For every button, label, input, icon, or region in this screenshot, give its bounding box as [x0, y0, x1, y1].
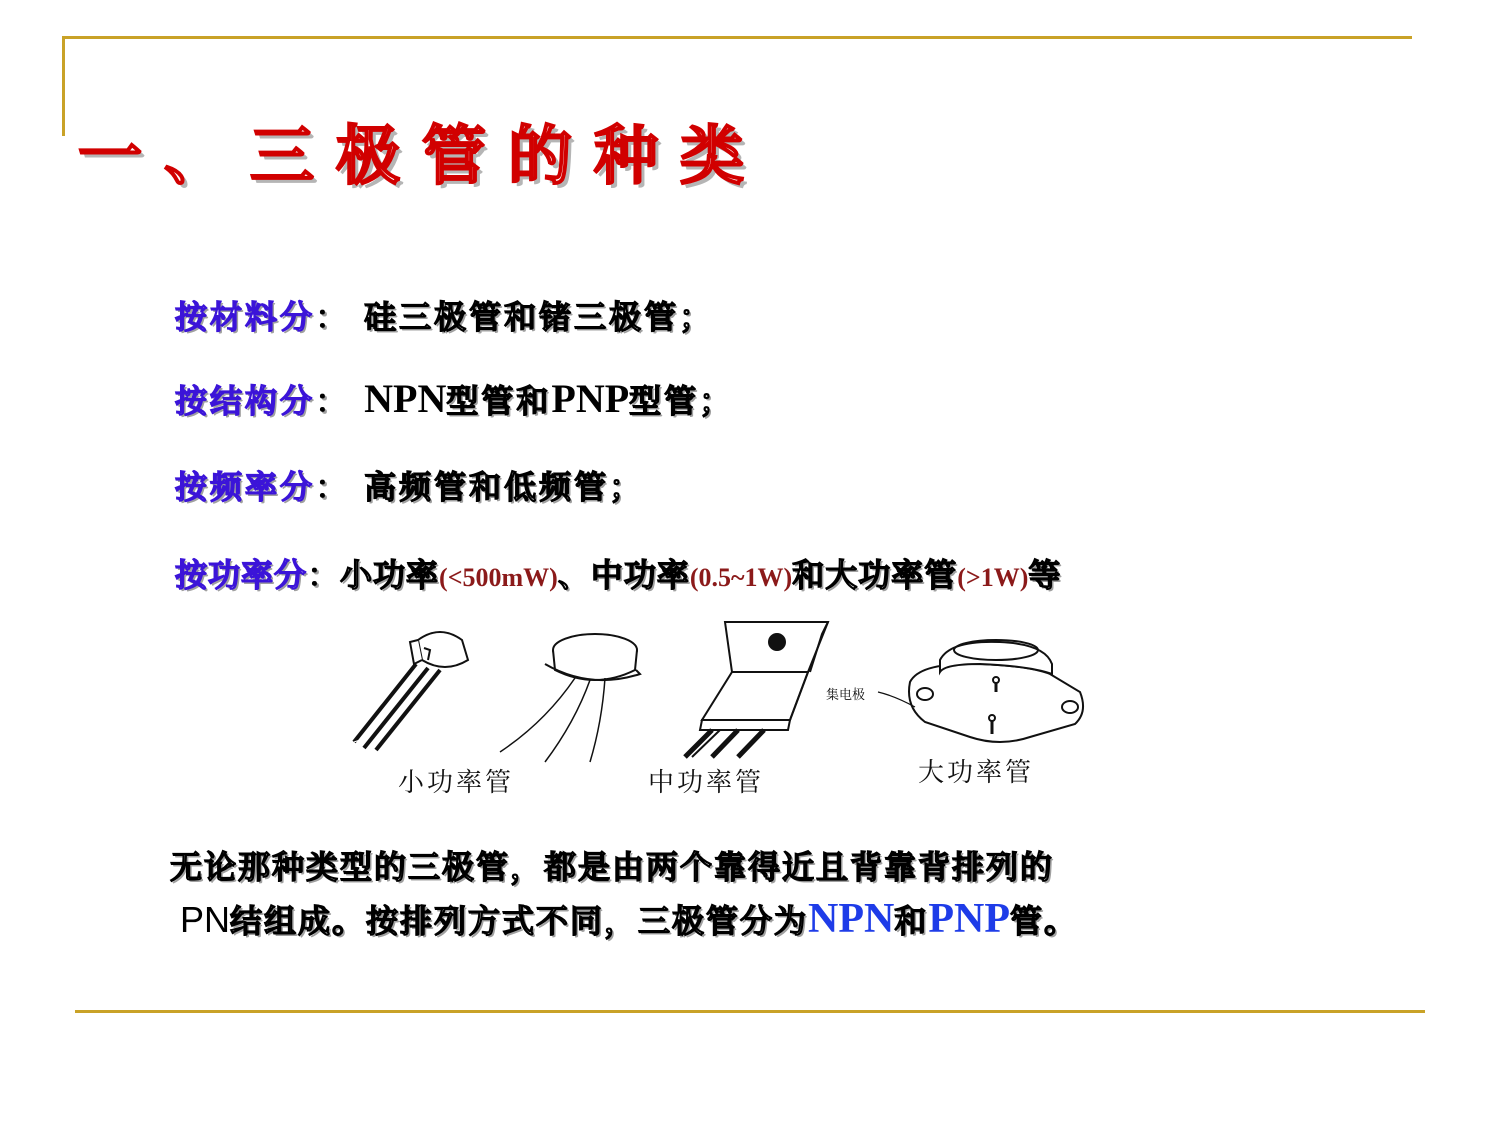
slide-title: 一、三极管的种类 [78, 120, 766, 194]
row-frequency [175, 462, 644, 508]
caption-small-power: 小功率管 [398, 768, 515, 798]
medium-power-transistor-drawing [685, 622, 828, 757]
row-content: 型管和 [446, 382, 552, 420]
small-power-transistor-drawing [354, 632, 468, 750]
row-material [175, 292, 714, 338]
row-structure [175, 375, 734, 422]
power-large-spec: (>1W) [957, 563, 1029, 592]
summary-line-1 [170, 842, 1054, 888]
collector-label: 集电极 [826, 688, 866, 703]
row-colon: ： [315, 382, 351, 420]
npn-highlight: NPN [808, 896, 895, 942]
summary-text: 结组成。按排列方式不同，三极管分为 [230, 902, 809, 940]
row-colon: ： [307, 556, 341, 594]
row-colon: ： [315, 298, 351, 336]
small-power-metal-can-drawing [500, 634, 640, 762]
summary-end: 管。 [1010, 902, 1079, 940]
pn-text: PN [180, 899, 231, 940]
row-label: 按频率分 [175, 468, 316, 506]
top-rule [62, 36, 1412, 39]
row-content-end: 型管； [629, 382, 735, 420]
row-label: 按结构分 [175, 382, 316, 420]
summary-line-2 [180, 895, 1078, 943]
large-power-transistor-drawing [878, 640, 1083, 742]
caption-medium-power: 中功率管 [648, 768, 765, 798]
row-content: 硅三极管和锗三极管； [364, 298, 715, 336]
left-rule [62, 36, 65, 136]
row-colon: ： [315, 468, 351, 506]
caption-large-power: 大功率管 [918, 758, 1035, 788]
power-large: 大功率管 [825, 556, 958, 594]
summary-and: 和 [894, 902, 929, 940]
bottom-rule [75, 1010, 1425, 1013]
row-power [175, 550, 1061, 596]
summary-text: 无论那种类型的三极管，都是由两个靠得近且背靠背排列的 [170, 848, 1055, 886]
pnp-highlight: PNP [928, 896, 1011, 942]
row-label: 按功率分 [175, 556, 308, 594]
power-etc: 等 [1028, 556, 1062, 594]
power-small-spec: (<500mW) [439, 563, 558, 592]
row-content: 高频管和低频管； [364, 468, 645, 506]
power-and: 和 [792, 556, 826, 594]
row-label: 按材料分 [175, 298, 316, 336]
pnp-text: PNP [551, 376, 630, 421]
power-medium-spec: (0.5~1W) [689, 563, 793, 592]
power-separator: 、 [557, 556, 591, 594]
npn-text: NPN [364, 376, 447, 421]
power-medium: 中功率 [590, 556, 690, 594]
power-small: 小功率 [340, 556, 440, 594]
